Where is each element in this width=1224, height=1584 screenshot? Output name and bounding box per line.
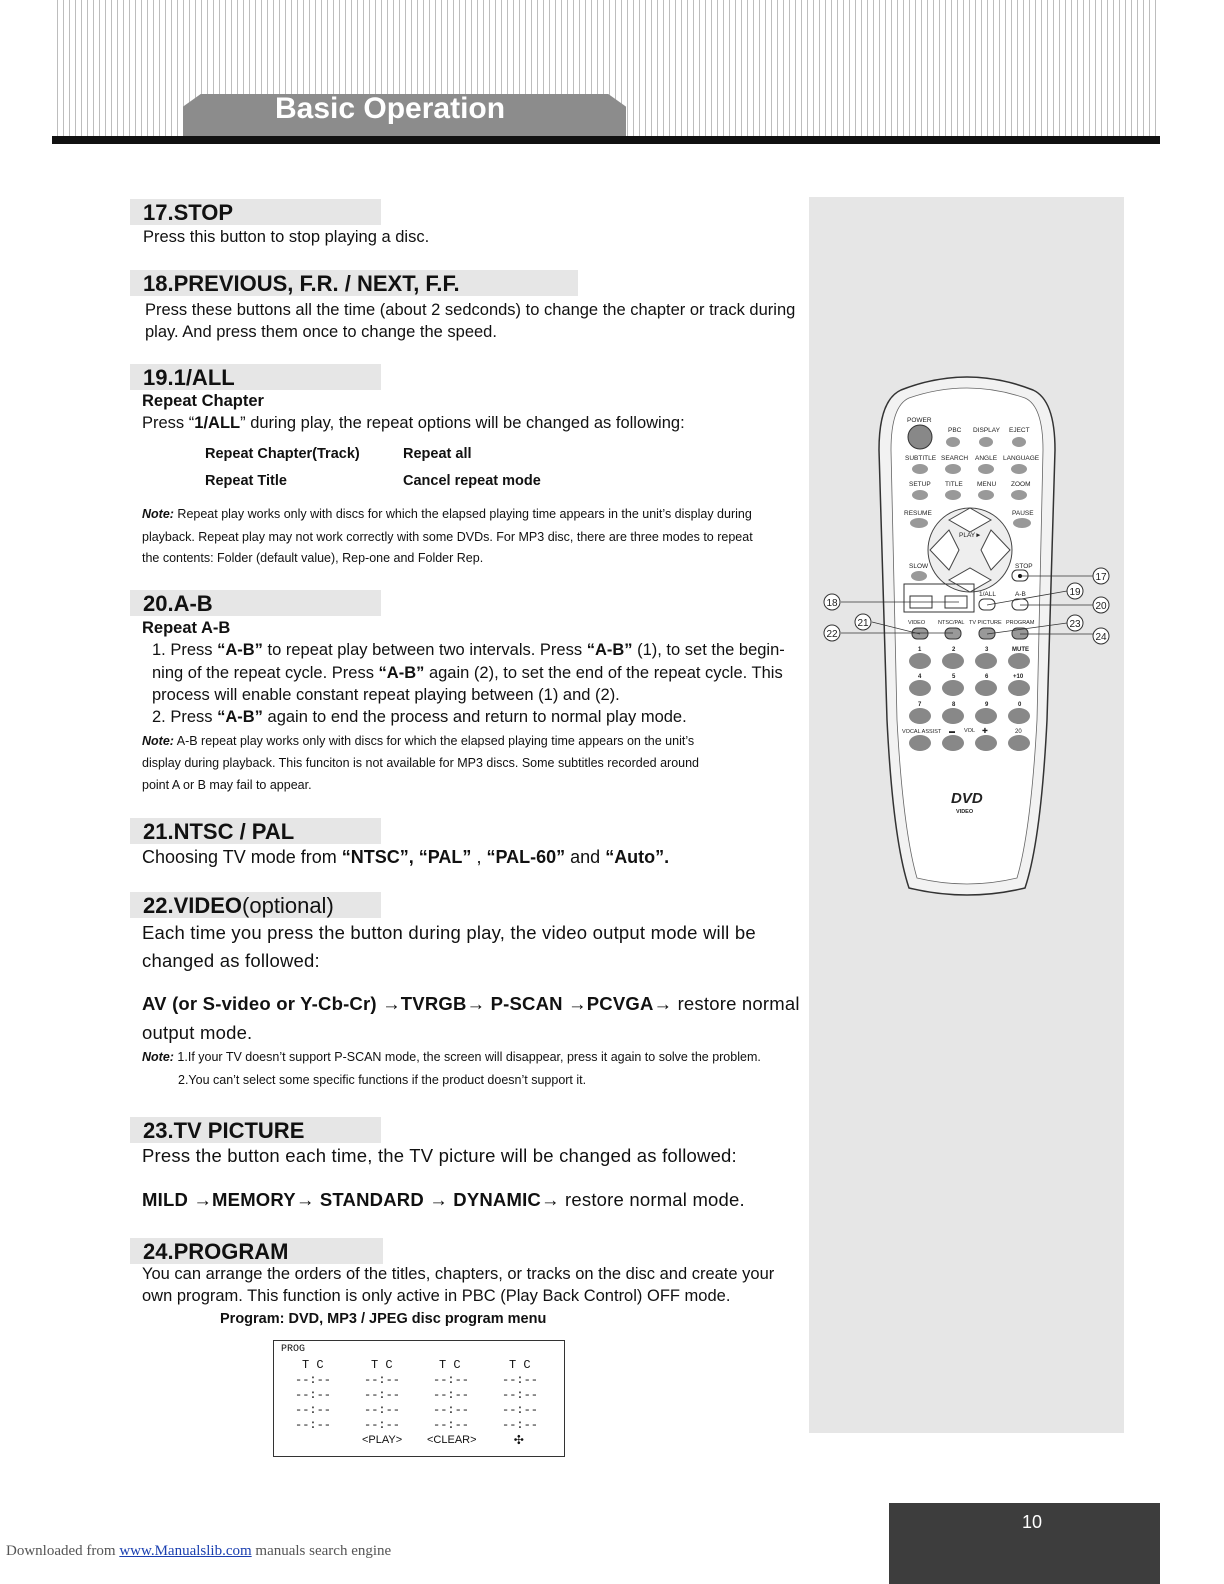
remote-label: A-B: [1015, 591, 1026, 598]
title-button[interactable]: [945, 490, 961, 500]
remote-label: SEARCH: [941, 455, 969, 462]
section-22-note-1: Note: 1.If your TV doesn’t support P-SCAN mode, the screen will disappear, press it again to solve the problem.: [142, 1050, 761, 1064]
section-20-line-4: 2. Press “A-B” again to end the process and return to normal play mode.: [152, 708, 687, 726]
slow-button[interactable]: [911, 571, 927, 581]
remote-label: 0: [1018, 702, 1022, 708]
remote-label: 6: [985, 674, 989, 680]
remote-label: PLAY►: [959, 532, 982, 539]
program-caption: Program: DVD, MP3 / JPEG disc program menu: [220, 1311, 547, 1327]
remote-label: +10: [1013, 674, 1024, 680]
remote-label: SETUP: [909, 481, 931, 488]
section-22-body-2: changed as followed:: [142, 950, 320, 971]
remote-label: SUBTITLE: [905, 455, 937, 462]
number-9-button[interactable]: [975, 708, 997, 724]
clear-option[interactable]: <CLEAR>: [427, 1434, 477, 1446]
section-19-note-1: Note: Repeat play works only with discs for which the elapsed playing time appears in the unit’s display during: [142, 507, 752, 521]
remote-label: 2: [952, 647, 956, 653]
section-23-sequence: MILD →MEMORY→ STANDARD → DYNAMIC→ restore normal mode.: [142, 1189, 745, 1210]
callout-number: 22: [826, 629, 838, 640]
remote-label: PAUSE: [1012, 510, 1034, 517]
section-18-body-2: play. And press them once to change the speed.: [145, 323, 497, 341]
remote-label: SLOW: [909, 563, 929, 570]
remote-label: ANGLE: [975, 455, 998, 462]
download-credit: Downloaded from www.Manualslib.com manuals search engine: [6, 1543, 392, 1559]
remote-label: NTSC/PAL: [938, 620, 965, 626]
program-slot[interactable]: --:--: [502, 1403, 539, 1417]
section-20-line-2: ning of the repeat cycle. Press “A-B” again (2), to set the end of the repeat cycle. This: [152, 664, 783, 682]
remote-label: 1: [918, 647, 922, 653]
remote-label: 5: [952, 674, 956, 680]
number-7-button[interactable]: [909, 708, 931, 724]
callout-number: 20: [1095, 601, 1107, 612]
number-0-button[interactable]: [1008, 708, 1030, 724]
mute-button[interactable]: [1008, 653, 1030, 669]
remote-label: 9: [985, 702, 989, 708]
plus-10-button[interactable]: [1008, 680, 1030, 696]
column-header: T C: [302, 1358, 324, 1372]
callout-number: 23: [1069, 619, 1081, 630]
remote-label: 1/ALL: [979, 591, 996, 598]
callout-number: 18: [826, 598, 838, 609]
remote-label: LANGUAGE: [1003, 455, 1040, 462]
section-22-note-2: 2.You can’t select some specific functions if the product doesn’t support it.: [178, 1073, 587, 1087]
remote-label: MENU: [977, 481, 997, 488]
dvd-logo: DVD: [951, 790, 983, 807]
angle-button[interactable]: [978, 464, 994, 474]
remote-label: TITLE: [945, 481, 963, 488]
remote-label: RESUME: [904, 510, 932, 517]
display-button[interactable]: [979, 437, 993, 447]
program-slot[interactable]: --:--: [364, 1403, 401, 1417]
program-slot[interactable]: --:--: [295, 1418, 332, 1432]
program-slot[interactable]: --:--: [502, 1418, 539, 1432]
section-20-note-1: Note: A-B repeat play works only with discs for which the elapsed playing time appears on the unit’s: [142, 734, 695, 748]
repeat-option-2: Repeat all: [403, 446, 472, 462]
remote-label: 4: [918, 674, 922, 680]
section-20-note-2: display during playback. This funciton is not available for MP3 discs. Some subtitles recorded around: [142, 756, 700, 770]
remote-label: 3: [985, 647, 989, 653]
program-slot[interactable]: --:--: [364, 1418, 401, 1432]
callout-number: 21: [857, 618, 869, 629]
section-24-body-1: You can arrange the orders of the titles, chapters, or tracks on the disc and create your: [142, 1265, 775, 1283]
column-header: T C: [371, 1358, 393, 1372]
number-8-button[interactable]: [942, 708, 964, 724]
section-20-heading: 20.A-B: [130, 590, 381, 616]
program-slot[interactable]: --:--: [295, 1388, 332, 1402]
section-22-sequence: AV (or S-video or Y-Cb-Cr) →TVRGB→ P-SCAN →PCVGA→ restore normal: [142, 993, 800, 1014]
remote-label: 8: [952, 702, 956, 708]
remote-label: 20: [1015, 729, 1022, 735]
section-19-note-3: the contents: Folder (default value), Rep-one and Folder Rep.: [142, 551, 484, 565]
menu-button[interactable]: [978, 490, 994, 500]
section-21-heading: 21.NTSC / PAL: [130, 818, 381, 844]
section-20-line-1: 1. Press “A-B” to repeat play between two intervals. Press “A-B” (1), to set the begin-: [152, 641, 785, 659]
remote-label: POWER: [907, 417, 932, 424]
repeat-option-1: Repeat Chapter(Track): [205, 446, 360, 462]
number-3-button[interactable]: [975, 653, 997, 669]
a-b-button[interactable]: [1012, 599, 1028, 610]
section-17-body: Press this button to stop playing a disc.: [143, 228, 430, 246]
section-22-sequence-2: output mode.: [142, 1022, 253, 1043]
section-20-note-3: point A or B may fail to appear.: [142, 778, 312, 792]
remote-illustration: [809, 370, 1124, 910]
number-5-button[interactable]: [942, 680, 964, 696]
program-menu: [273, 1340, 565, 1457]
section-24-heading: 24.PROGRAM: [130, 1238, 383, 1264]
zoom-button[interactable]: [1011, 490, 1027, 500]
remote-label: PBC: [948, 427, 962, 434]
plus-20-button[interactable]: [1008, 735, 1030, 751]
remote-label: ▬: [949, 729, 955, 735]
program-menu-title: PROG: [281, 1344, 306, 1355]
section-18-body-1: Press these buttons all the time (about 2 sedconds) to change the chapter or track during: [145, 301, 796, 319]
section-19-sub: Repeat Chapter: [142, 392, 264, 410]
callout-number: 17: [1095, 572, 1107, 583]
section-24-body-2: own program. This function is only active in PBC (Play Back Control) OFF mode.: [142, 1287, 731, 1305]
header-rule: [52, 136, 1160, 144]
remote-label: TV PICTURE: [969, 620, 1002, 626]
pbc-button[interactable]: [946, 437, 960, 447]
section-22-heading: 22.VIDEO(optional): [130, 892, 381, 918]
column-header: T C: [439, 1358, 461, 1372]
vocal-assist-button[interactable]: [909, 735, 931, 751]
program-slot[interactable]: --:--: [433, 1418, 470, 1432]
section-19-line: Press “1/ALL” during play, the repeat options will be changed as following:: [142, 414, 685, 432]
language-button[interactable]: [1011, 464, 1027, 474]
manualslib-link[interactable]: www.Manualslib.com: [119, 1543, 252, 1559]
remote-label: DISPLAY: [973, 427, 1000, 434]
volume-up-button[interactable]: [975, 735, 997, 751]
program-slot[interactable]: --:--: [433, 1403, 470, 1417]
remote-label: PROGRAM: [1006, 620, 1035, 626]
section-17-heading: 17.STOP: [130, 199, 381, 225]
section-22-body-1: Each time you press the button during play, the video output mode will be: [142, 922, 756, 943]
program-slot[interactable]: --:--: [364, 1388, 401, 1402]
repeat-option-4: Cancel repeat mode: [403, 473, 541, 489]
ntsc-pal-button[interactable]: [945, 628, 961, 639]
section-23-body: Press the button each time, the TV picture will be changed as followed:: [142, 1145, 737, 1166]
eject-button[interactable]: [1012, 437, 1026, 447]
number-2-button[interactable]: [942, 653, 964, 669]
video-button[interactable]: [912, 628, 928, 639]
page-title: Basic Operation: [275, 92, 506, 125]
program-slot[interactable]: --:--: [502, 1373, 539, 1387]
setup-button[interactable]: [912, 490, 928, 500]
callout-number: 24: [1095, 632, 1107, 643]
program-slot[interactable]: --:--: [433, 1373, 470, 1387]
program-slot[interactable]: --:--: [295, 1403, 332, 1417]
remote-label: VOCAL ASSIST: [902, 729, 942, 735]
number-4-button[interactable]: [909, 680, 931, 696]
callout-number: 19: [1069, 587, 1081, 598]
cursor-icon: ✣: [514, 1431, 524, 1449]
section-20-line-3: process will enable constant repeat playing between (1) and (2).: [152, 686, 620, 704]
search-button[interactable]: [945, 464, 961, 474]
pause-button[interactable]: [1013, 518, 1031, 528]
remote-label: VOL: [964, 728, 976, 734]
1-all-button[interactable]: [979, 599, 995, 610]
dvd-logo-sub: VIDEO: [956, 809, 974, 815]
number-1-button[interactable]: [909, 653, 931, 669]
program-slot[interactable]: --:--: [364, 1373, 401, 1387]
section-19-heading: 19.1/ALL: [130, 364, 381, 390]
remote-label: ZOOM: [1011, 481, 1031, 488]
section-21-body: Choosing TV mode from “NTSC”, “PAL” , “PAL-60” and “Auto”.: [142, 847, 670, 867]
section-23-heading: 23.TV PICTURE: [130, 1117, 381, 1143]
section-18-heading: 18.PREVIOUS, F.R. / NEXT, F.F.: [130, 270, 578, 296]
page-number: 10: [1022, 1512, 1043, 1532]
remote-label: EJECT: [1009, 427, 1030, 434]
column-header: T C: [509, 1358, 531, 1372]
remote-label: 7: [918, 702, 922, 708]
number-6-button[interactable]: [975, 680, 997, 696]
remote-label: MUTE: [1012, 647, 1029, 653]
program-slot[interactable]: --:--: [502, 1388, 539, 1402]
play-option[interactable]: <PLAY>: [362, 1434, 403, 1446]
program-slot[interactable]: --:--: [295, 1373, 332, 1387]
repeat-option-3: Repeat Title: [205, 473, 287, 489]
power-button[interactable]: [908, 425, 932, 449]
resume-button[interactable]: [910, 518, 928, 528]
section-20-sub: Repeat A-B: [142, 619, 231, 637]
remote-label: VIDEO: [908, 620, 926, 626]
section-19-note-2: playback. Repeat play may not work correctly with some DVDs. For MP3 disc, there are three modes to repeat: [142, 530, 753, 544]
remote-label: ✚: [982, 728, 988, 735]
program-slot[interactable]: --:--: [433, 1388, 470, 1402]
remote-label: STOP: [1015, 563, 1033, 570]
volume-down-button[interactable]: [942, 735, 964, 751]
subtitle-button[interactable]: [912, 464, 928, 474]
